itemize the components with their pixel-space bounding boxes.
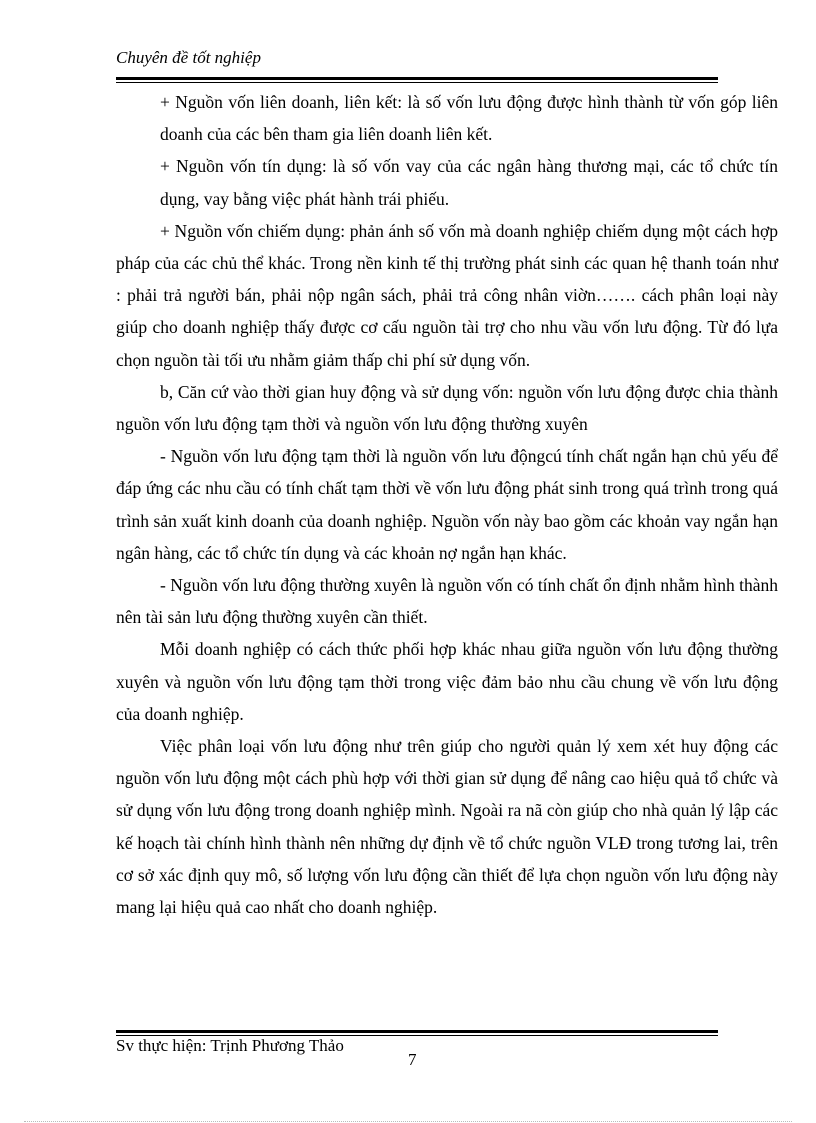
paragraph: Việc phân loại vốn lưu động như trên giúp cho người quản lý xem xét huy động các nguồn vốn lưu động một cách phù hợp với thời gian sử dụng để nâng cao hiệu quả tổ chức và sử dụng vốn lưu động trong doanh nghiệp mình. Ngoài ra nã còn giúp cho nhà quản lý lập các kế hoạch tài chính hình thành nên những dự định về tổ chức nguồn VLĐ trong tương lai, trên cơ sở xác định quy mô, số lượng vốn lưu động cần thiết để lựa chọn nguồn vốn lưu động này mang lại hiệu quả cao nhất cho doanh nghiệp. (116, 736, 778, 918)
footer-author: Sv thực hiện: Trịnh Phương Thảo (116, 1036, 344, 1055)
paragraph: Mỗi doanh nghiệp có cách thức phối hợp khác nhau giữa nguồn vốn lưu động thường xuyên và nguồn vốn lưu động tạm thời trong việc đảm bảo nhu cầu chung về vốn lưu động của doanh nghiệp. (116, 639, 778, 724)
paragraph: - Nguồn vốn lưu động tạm thời là nguồn vốn lưu độngcú tính chất ngắn hạn chủ yếu để đáp ứng các nhu cầu có tính chất tạm thời về vốn lưu động phát sinh trong quá trình trong quá trình sản xuất kinh doanh của doanh nghiệp. Nguồn vốn này bao gồm các khoản vay ngắn hạn ngân hàng, các tổ chức tín dụng và các khoản nợ ngắn hạn khác. (116, 446, 778, 563)
paragraph: + Nguồn vốn tín dụng: là số vốn vay của các ngân hàng thương mại, các tổ chức tín dụng, vay bằng việc phát hành trái phiếu. (160, 156, 778, 209)
paragraph: b, Căn cứ vào thời gian huy động và sử dụng vốn: nguồn vốn lưu động được chia thành nguồn vốn lưu động tạm thời và nguồn vốn lưu động thường xuyên (116, 381, 778, 435)
paragraph: + Nguồn vốn chiếm dụng: phản ánh số vốn mà doanh nghiệp chiếm dụng một cách hợp pháp của các chủ thể khác. Trong nền kinh tế thị trường phát sinh các quan hệ thanh toán như : phải trả người bán, phải nộp ngân sách, phải trả công nhân viờn……. cách phân loại này giúp cho doanh nghiệp thấy được cơ cấu nguồn tài trợ cho nhu vầu vốn lưu động. Từ đó lựa chọn nguồn tài tối ưu nhằm giảm thấp chi phí sử dụng vốn. (116, 220, 778, 370)
document-header-title: Chuyên đề tốt nghiệp (116, 48, 261, 67)
page-edge-divider (24, 1121, 792, 1122)
header-divider (116, 77, 718, 83)
paragraph: - Nguồn vốn lưu động thường xuyên là nguồn vốn có tính chất ổn định nhằm hình thành nên tài sản lưu động thường xuyên cần thiết. (116, 575, 778, 628)
page-number: 7 (408, 1050, 417, 1069)
paragraph: + Nguồn vốn liên doanh, liên kết: là số vốn lưu động được hình thành từ vốn góp liên doanh của các bên tham gia liên doanh liên kết. (160, 92, 778, 145)
document-body (116, 86, 778, 923)
